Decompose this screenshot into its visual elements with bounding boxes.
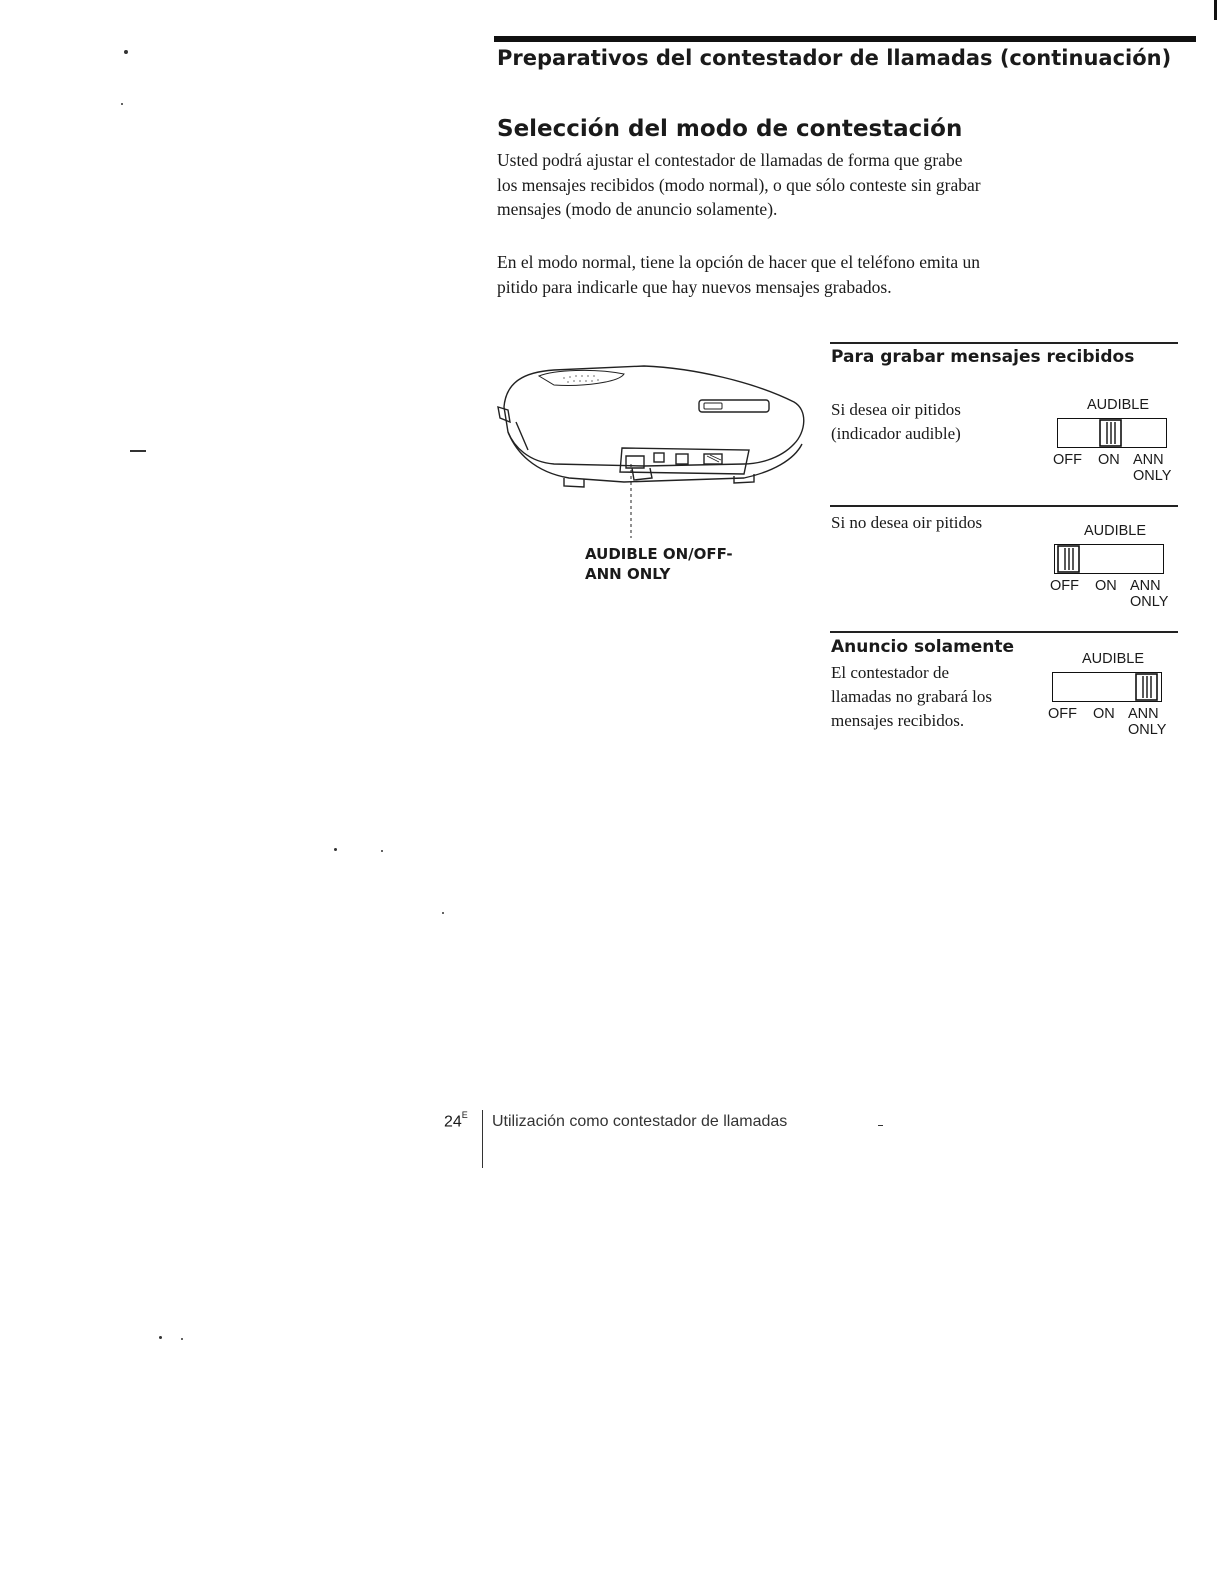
beep-option-line: (indicador audible) [831, 424, 961, 443]
switch-title: AUDIBLE [1081, 651, 1145, 667]
page-number-suffix: E [461, 1110, 468, 1120]
audible-switch-ann-only [1048, 651, 1178, 741]
scan-speck [130, 450, 146, 452]
announce-section-heading: Anuncio solamente [831, 637, 1015, 657]
beep-option-line: Si desea oir pitidos [831, 400, 961, 419]
switch-label-ann: ANN [1130, 578, 1161, 594]
no-beep-option-line: Si no desea oir pitidos [831, 513, 983, 532]
announce-description [831, 661, 992, 733]
switch-label-off: OFF [1048, 706, 1077, 722]
section-rule [830, 505, 1178, 507]
switch-label-only: ONLY [1133, 468, 1172, 484]
record-section-heading: Para grabar mensajes recibidos [831, 347, 1135, 367]
switch-position-labels [1050, 578, 1174, 610]
intro-line: los mensajes recibidos (modo normal), o que sólo conteste sin grabar [497, 174, 981, 195]
switch-knob-icon [1057, 545, 1080, 573]
switch-label-ann: ANN [1133, 452, 1164, 468]
beep-option-text [831, 398, 961, 446]
scan-speck [124, 50, 128, 54]
normal-mode-line: pitido para indicarle que hay nuevos mensajes grabados. [497, 276, 892, 297]
normal-mode-line: En el modo normal, tiene la opción de hacer que el teléfono emita un [497, 252, 981, 272]
audible-switch-on [1053, 397, 1183, 487]
announce-line: llamadas no grabará los [831, 687, 992, 706]
scan-speck [442, 912, 444, 914]
switch-caption-line: ANN ONLY [585, 565, 671, 583]
switch-label-only: ONLY [1130, 594, 1169, 610]
header-rule [494, 36, 1196, 42]
intro-paragraph [497, 148, 1097, 222]
switch-label-on: ON [1095, 578, 1117, 594]
audible-switch-off [1050, 523, 1180, 613]
switch-knob-icon [1099, 419, 1122, 447]
switch-position-labels [1048, 706, 1172, 738]
scan-speck [159, 1336, 162, 1339]
scan-speck [381, 850, 383, 852]
switch-knob-icon [1135, 673, 1158, 701]
switch-label-off: OFF [1053, 452, 1082, 468]
switch-label-on: ON [1093, 706, 1115, 722]
switch-label-ann: ANN [1128, 706, 1159, 722]
switch-label-off: OFF [1050, 578, 1079, 594]
switch-label-only: ONLY [1128, 722, 1167, 738]
switch-title: AUDIBLE [1083, 523, 1147, 539]
announce-line: mensajes recibidos. [831, 711, 965, 730]
announce-line: El contestador de [831, 663, 950, 682]
page-title: Selección del modo de contestación [497, 116, 963, 142]
no-beep-option-text [831, 511, 982, 535]
page-number-value: 24 [444, 1113, 462, 1131]
section-header: Preparativos del contestador de llamadas (continuación) [497, 46, 1172, 70]
switch-label-on: ON [1098, 452, 1120, 468]
section-rule [830, 342, 1178, 344]
section-rule [830, 631, 1178, 633]
scan-speck [878, 1125, 883, 1126]
answering-machine-illustration [494, 352, 814, 542]
scan-speck [121, 103, 123, 105]
intro-line: Usted podrá ajustar el contestador de llamadas de forma que grabe [497, 150, 963, 170]
footer-section-name: Utilización como contestador de llamadas [492, 1113, 788, 1130]
intro-line: mensajes (modo de anuncio solamente). [497, 199, 778, 219]
switch-title: AUDIBLE [1086, 397, 1150, 413]
normal-mode-paragraph [497, 250, 1097, 299]
page-number [444, 1112, 468, 1131]
page-edge-mark [1214, 0, 1217, 20]
switch-position-labels [1053, 452, 1177, 484]
footer-divider [482, 1110, 483, 1168]
switch-caption-line: AUDIBLE ON/OFF- [585, 545, 733, 563]
scan-speck [181, 1338, 183, 1340]
switch-caption [585, 544, 733, 584]
scan-speck [334, 848, 337, 851]
